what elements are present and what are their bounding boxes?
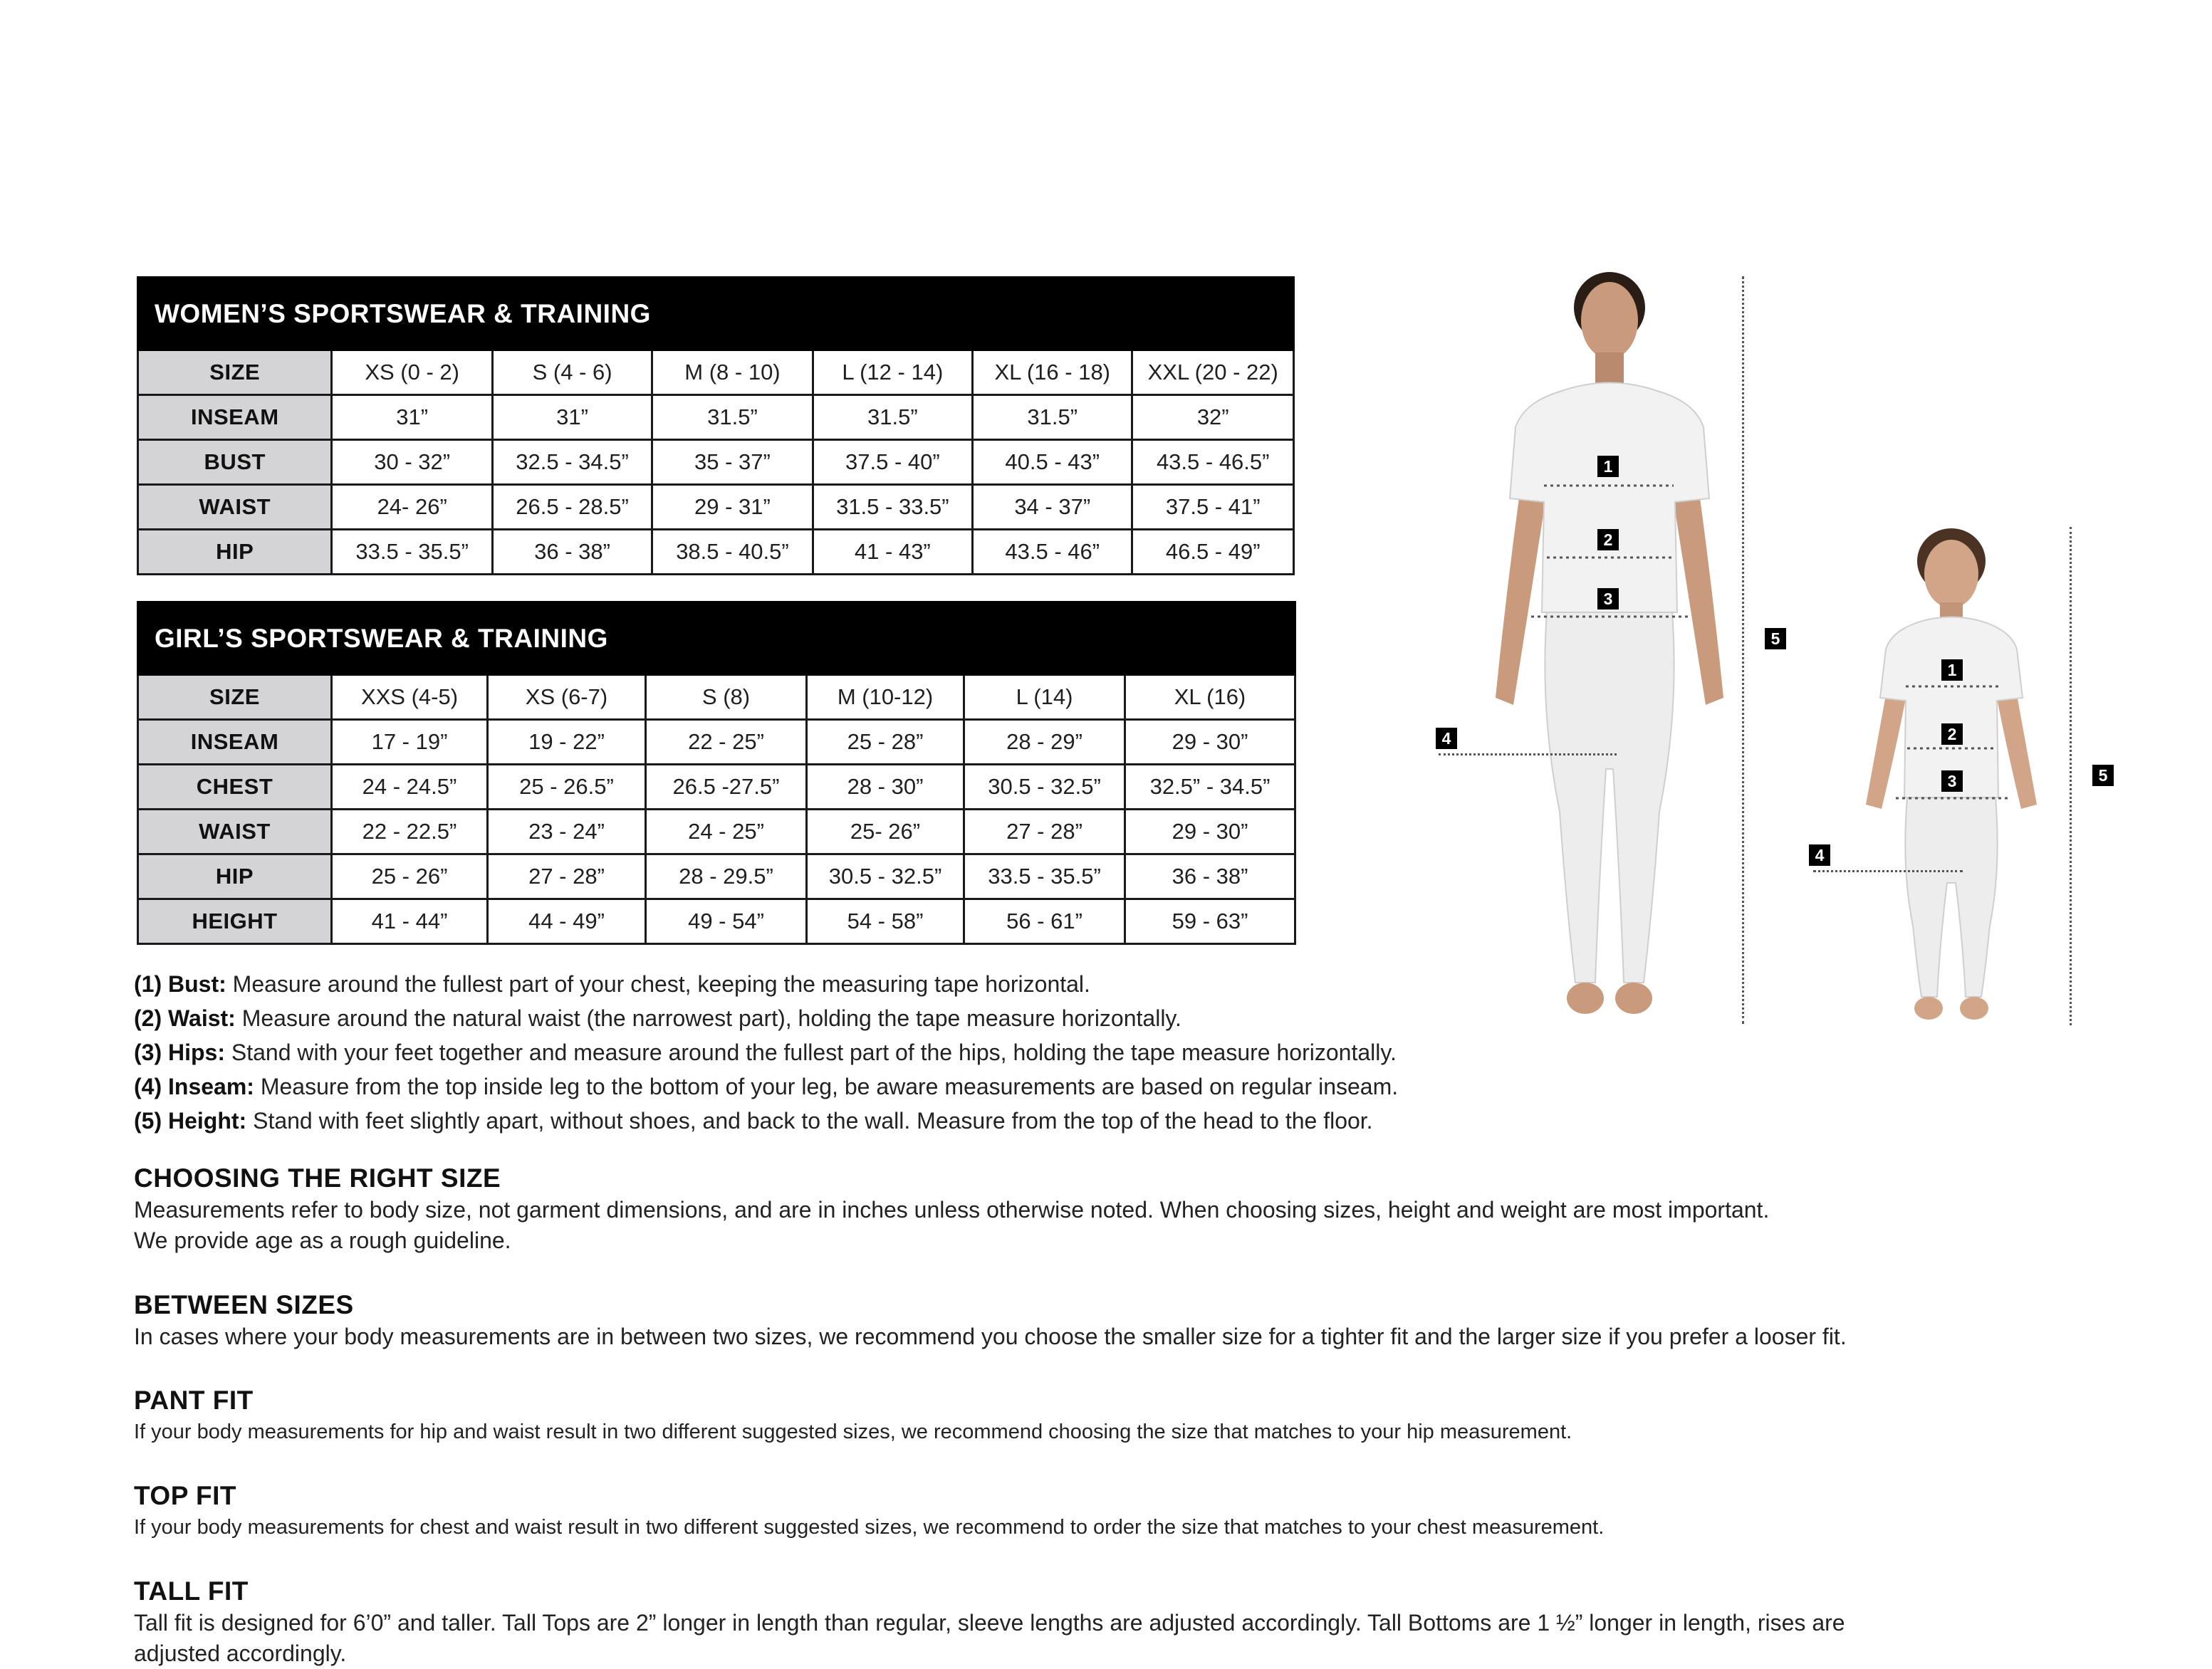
row-label: WAIST	[138, 485, 332, 530]
woman-marker-1: 1	[1597, 456, 1619, 477]
woman-marker-5: 5	[1765, 628, 1786, 649]
table-cell: 41 - 43”	[813, 530, 972, 575]
table-cell: S (8)	[646, 675, 807, 720]
definition-hips	[134, 1035, 1398, 1069]
row-label: SIZE	[138, 675, 332, 720]
section-text: Tall fit is designed for 6’0” and taller. Tall Tops are 2” longer in length than regular, sleeve lengths are adjusted accordingly. Tall Bottoms are 1 ½” longer in length, rises are	[134, 1610, 1845, 1636]
table-cell: 31”	[332, 395, 492, 440]
row-label: INSEAM	[138, 720, 332, 765]
girls-row-chest	[138, 765, 1295, 810]
girls-row-size	[138, 675, 1295, 720]
table-cell: 31.5 - 33.5”	[813, 485, 972, 530]
table-cell: 30.5 - 32.5”	[964, 765, 1125, 810]
table-cell: 59 - 63”	[1125, 899, 1295, 944]
table-cell: 31.5”	[813, 395, 972, 440]
womens-table-body	[138, 350, 1294, 575]
girls-row-waist	[138, 810, 1295, 854]
child-inseam-line	[1813, 870, 1963, 872]
woman-marker-3: 3	[1597, 588, 1619, 609]
woman-figure	[1481, 271, 1738, 1025]
table-cell: 44 - 49”	[488, 899, 646, 944]
girls-row-height	[138, 899, 1295, 944]
womens-row-bust	[138, 440, 1294, 485]
table-cell: 22 - 22.5”	[332, 810, 488, 854]
child-height-line	[2070, 527, 2072, 1025]
girls-table-body	[138, 675, 1295, 944]
table-cell: XS (6-7)	[488, 675, 646, 720]
table-cell: 31”	[492, 395, 652, 440]
child-marker-2: 2	[1941, 723, 1963, 745]
table-cell: 33.5 - 35.5”	[964, 854, 1125, 899]
table-cell: XXL (20 - 22)	[1132, 350, 1294, 395]
section-tall-fit	[134, 1575, 2099, 1669]
table-cell: 30.5 - 32.5”	[807, 854, 964, 899]
definition-bust	[134, 967, 1398, 1001]
row-label: HIP	[138, 854, 332, 899]
woman-marker-4: 4	[1436, 728, 1457, 749]
table-cell: 28 - 29”	[964, 720, 1125, 765]
section-text: adjusted accordingly.	[134, 1641, 347, 1666]
table-cell: 26.5 - 28.5”	[492, 485, 652, 530]
woman-marker-2: 2	[1597, 529, 1619, 550]
section-heading: TALL FIT	[134, 1576, 249, 1606]
girls-row-hip	[138, 854, 1295, 899]
row-label: WAIST	[138, 810, 332, 854]
girls-size-table	[137, 601, 1296, 945]
table-cell: 27 - 28”	[488, 854, 646, 899]
section-choosing-size	[134, 1162, 2099, 1256]
definition-waist	[134, 1001, 1398, 1035]
table-cell: 29 - 31”	[652, 485, 813, 530]
definition-text: Measure around the fullest part of your chest, keeping the measuring tape horizontal.	[226, 971, 1090, 997]
table-cell: 49 - 54”	[646, 899, 807, 944]
section-heading: BETWEEN SIZES	[134, 1290, 354, 1319]
table-cell: L (14)	[964, 675, 1125, 720]
definition-term: (4) Inseam:	[134, 1074, 254, 1099]
section-text: In cases where your body measurements are in between two sizes, we recommend you choose the smaller size for a tighter fit and the larger size if you prefer a looser fit.	[134, 1324, 1847, 1349]
definition-text: Stand with your feet together and measure around the fullest part of the hips, holding the tape measure horizontally.	[225, 1040, 1397, 1065]
row-label: BUST	[138, 440, 332, 485]
table-cell: 23 - 24”	[488, 810, 646, 854]
table-cell: 22 - 25”	[646, 720, 807, 765]
table-cell: S (4 - 6)	[492, 350, 652, 395]
table-cell: 31.5”	[652, 395, 813, 440]
table-cell: 56 - 61”	[964, 899, 1125, 944]
row-label: HIP	[138, 530, 332, 575]
table-cell: 25 - 26”	[332, 854, 488, 899]
table-cell: 25 - 26.5”	[488, 765, 646, 810]
child-marker-4: 4	[1809, 844, 1830, 866]
girls-table-title: GIRL’S SPORTSWEAR & TRAINING	[138, 602, 1295, 675]
table-cell: 24- 26”	[332, 485, 492, 530]
definition-inseam	[134, 1069, 1398, 1104]
womens-size-table	[137, 276, 1295, 575]
table-cell: 37.5 - 41”	[1132, 485, 1294, 530]
table-cell: 30 - 32”	[332, 440, 492, 485]
table-cell: 33.5 - 35.5”	[332, 530, 492, 575]
table-cell: 28 - 29.5”	[646, 854, 807, 899]
womens-row-size	[138, 350, 1294, 395]
table-cell: M (8 - 10)	[652, 350, 813, 395]
table-cell: 32.5 - 34.5”	[492, 440, 652, 485]
table-cell: 24 - 24.5”	[332, 765, 488, 810]
row-label: SIZE	[138, 350, 332, 395]
table-cell: 25 - 28”	[807, 720, 964, 765]
table-cell: 26.5 -27.5”	[646, 765, 807, 810]
womens-table-title: WOMEN’S SPORTSWEAR & TRAINING	[138, 278, 1294, 350]
definition-height	[134, 1104, 1398, 1138]
table-cell: L (12 - 14)	[813, 350, 972, 395]
table-cell: XL (16 - 18)	[973, 350, 1132, 395]
girls-row-inseam	[138, 720, 1295, 765]
table-cell: 36 - 38”	[492, 530, 652, 575]
child-marker-5: 5	[2092, 765, 2114, 786]
definition-text: Measure around the natural waist (the narrowest part), holding the tape measure horizontally.	[235, 1005, 1181, 1031]
row-label: CHEST	[138, 765, 332, 810]
section-top-fit	[134, 1480, 2099, 1543]
section-text: We provide age as a rough guideline.	[134, 1228, 511, 1253]
woman-height-line	[1742, 276, 1744, 1024]
table-cell: 43.5 - 46”	[973, 530, 1132, 575]
measurement-definitions	[134, 967, 1398, 1138]
womens-row-hip	[138, 530, 1294, 575]
table-cell: 41 - 44”	[332, 899, 488, 944]
table-cell: 35 - 37”	[652, 440, 813, 485]
section-pant-fit	[134, 1384, 2099, 1448]
section-text: Measurements refer to body size, not garment dimensions, and are in inches unless otherwise noted. When choosing sizes, height and weight are most important.	[134, 1197, 1770, 1223]
table-cell: 32”	[1132, 395, 1294, 440]
table-cell: 46.5 - 49”	[1132, 530, 1294, 575]
table-cell: XS (0 - 2)	[332, 350, 492, 395]
table-cell: XL (16)	[1125, 675, 1295, 720]
section-heading: TOP FIT	[134, 1481, 236, 1510]
definition-term: (2) Waist:	[134, 1005, 236, 1031]
section-heading: PANT FIT	[134, 1386, 254, 1415]
definition-term: (1) Bust:	[134, 971, 226, 997]
child-marker-3: 3	[1941, 770, 1963, 792]
table-cell: 28 - 30”	[807, 765, 964, 810]
row-label: INSEAM	[138, 395, 332, 440]
table-cell: 37.5 - 40”	[813, 440, 972, 485]
table-cell: 40.5 - 43”	[973, 440, 1132, 485]
definition-text: Stand with feet slightly apart, without shoes, and back to the wall. Measure from the top of the head to the floor.	[246, 1108, 1373, 1134]
table-cell: 29 - 30”	[1125, 720, 1295, 765]
definition-text: Measure from the top inside leg to the bottom of your leg, be aware measurements are based on regular inseam.	[254, 1074, 1399, 1099]
table-cell: 25- 26”	[807, 810, 964, 854]
womens-row-inseam	[138, 395, 1294, 440]
table-cell: XXS (4-5)	[332, 675, 488, 720]
table-cell: 27 - 28”	[964, 810, 1125, 854]
table-cell: 31.5”	[973, 395, 1132, 440]
row-label: HEIGHT	[138, 899, 332, 944]
table-cell: 38.5 - 40.5”	[652, 530, 813, 575]
section-text: If your body measurements for chest and waist result in two different suggested sizes, we recommend to order the size that matches to your chest measurement.	[134, 1516, 1605, 1539]
table-cell: M (10-12)	[807, 675, 964, 720]
table-cell: 19 - 22”	[488, 720, 646, 765]
table-cell: 32.5” - 34.5”	[1125, 765, 1295, 810]
table-cell: 29 - 30”	[1125, 810, 1295, 854]
section-text: If your body measurements for hip and waist result in two different suggested sizes, we recommend choosing the size that matches to your hip measurement.	[134, 1421, 1572, 1443]
womens-row-waist	[138, 485, 1294, 530]
definition-term: (3) Hips:	[134, 1040, 225, 1065]
child-marker-1: 1	[1941, 659, 1963, 681]
woman-inseam-line	[1439, 753, 1617, 755]
table-cell: 36 - 38”	[1125, 854, 1295, 899]
woman-body-illustration	[1496, 272, 1723, 1014]
definition-term: (5) Height:	[134, 1108, 247, 1134]
table-cell: 34 - 37”	[973, 485, 1132, 530]
section-heading: CHOOSING THE RIGHT SIZE	[134, 1163, 501, 1193]
table-cell: 17 - 19”	[332, 720, 488, 765]
table-cell: 43.5 - 46.5”	[1132, 440, 1294, 485]
table-cell: 54 - 58”	[807, 899, 964, 944]
section-between-sizes	[134, 1289, 2099, 1352]
table-cell: 24 - 25”	[646, 810, 807, 854]
